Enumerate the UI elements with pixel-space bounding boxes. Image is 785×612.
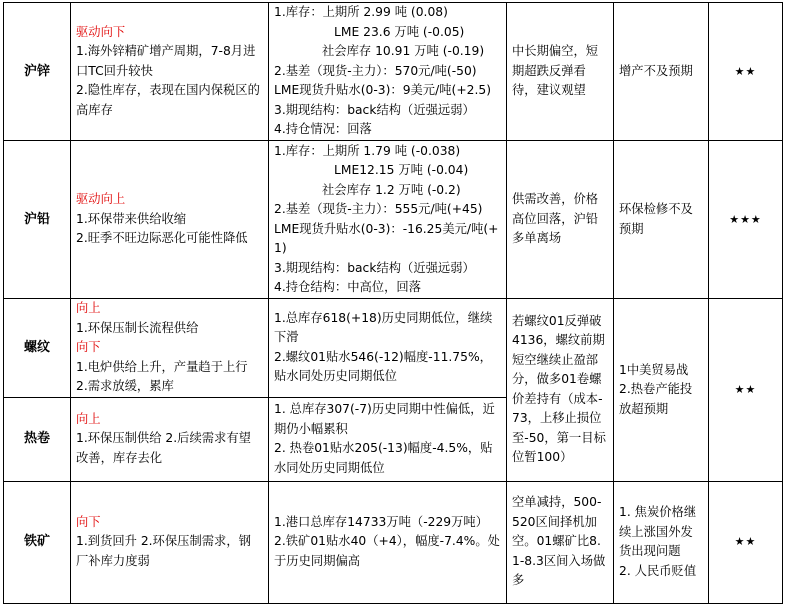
- commodity-name: 沪锌: [4, 3, 71, 141]
- driver-line: 1.到货回升 2.环保压制需求，钢厂补库力度弱: [76, 534, 251, 568]
- risk-cell: 增产不及预期: [614, 3, 709, 141]
- table-row-lead: [4, 141, 783, 299]
- commodity-name: 热卷: [4, 397, 71, 481]
- risk-cell: 1中美贸易战 2.热卷产能投放超预期: [614, 299, 709, 482]
- commodity-name: 沪铅: [4, 141, 71, 299]
- data-line: 2.基差（现货-主力）：555元/吨(+45): [274, 202, 483, 216]
- driver-line: 1.环保带来供给收缩: [76, 211, 187, 226]
- driver-line: 2.需求放缓，累库: [76, 379, 174, 393]
- data-cell: [269, 481, 507, 603]
- rating-stars: ★★: [709, 299, 783, 482]
- data-cell: [269, 299, 507, 398]
- view-cell: 若螺纹01反弹破4136，螺纹前期短空继续止盈部分，做多01卷螺价差持有（成本-73，上移止损位至-50，第一目标位暂100）: [507, 299, 614, 482]
- data-line: 1.港口总库存14733万吨（-229万吨）: [274, 514, 489, 529]
- driver-line: 1.海外锌精矿增产周期，7-8月进口TC回升较快: [76, 44, 256, 78]
- driver-direction: 向上: [76, 301, 101, 315]
- driver-line: 2.旺季不旺边际恶化可能性降低: [76, 231, 248, 246]
- driver-line: 1.环保压制长流程供给: [76, 320, 199, 335]
- table-row-rebar: [4, 299, 783, 398]
- data-line: 社会库存 1.2 万吨 (-0.2): [322, 182, 461, 197]
- data-line: 1. 总库存307(-7)历史同期中性偏低，近期仍小幅累积: [274, 402, 495, 436]
- risk-cell: 1. 焦炭价格继续上涨国外发货出现问题 2. 人民币贬值: [614, 481, 709, 603]
- commodity-name: 螺纹: [4, 299, 71, 398]
- data-cell: [269, 397, 507, 481]
- data-cell: [269, 141, 507, 299]
- driver-line: 2.隐性库存，表现在国内保税区的高库存: [76, 83, 260, 117]
- data-line: LME现货升贴水(0-3)：-16.25美元/吨(+1): [274, 221, 499, 255]
- data-line: 1.库存：上期所 1.79 吨 (-0.038): [274, 143, 461, 158]
- data-line: 2.基差（现货-主力）：570元/吨(-50): [274, 63, 477, 78]
- driver-direction: 向上: [76, 411, 101, 426]
- rating-stars: ★★: [709, 481, 783, 603]
- driver-direction: 驱动向上: [76, 192, 126, 207]
- driver-cell: [71, 141, 269, 299]
- data-line: 3.期现结构：back结构（近强远弱）: [274, 102, 475, 117]
- data-line: 4.持仓情况：回落: [274, 122, 372, 137]
- driver-direction: 驱动向下: [76, 24, 126, 39]
- table-row-zinc: [4, 3, 783, 141]
- data-line: 4.持仓结构：中高位，回落: [274, 280, 421, 294]
- table-row-iron-ore: [4, 481, 783, 603]
- data-line: 2.铁矿01贴水40（+4），幅度-7.4%。处于历史同期偏高: [274, 534, 500, 568]
- rating-stars: ★★★: [709, 141, 783, 299]
- driver-cell: [71, 397, 269, 481]
- risk-cell: 环保检修不及预期: [614, 141, 709, 299]
- view-cell: 供需改善，价格高位回落，沪铅多单离场: [507, 141, 614, 299]
- driver-line: 1.环保压制供给 2.后续需求有望改善，库存去化: [76, 431, 251, 465]
- driver-cell: [71, 3, 269, 141]
- futures-strategy-table: [3, 2, 783, 604]
- data-line: 社会库存 10.91 万吨 (-0.19): [322, 44, 485, 59]
- view-cell: 中长期偏空，短期超跌反弹看待，建议观望: [507, 3, 614, 141]
- data-line: 3.期现结构：back结构（近强远弱）: [274, 260, 475, 275]
- data-line: 2. 热卷01贴水205(-13)幅度-4.5%，贴水同处历史同期低位: [274, 441, 493, 475]
- driver-line: 1.电炉供给上升，产量趋于上行: [76, 359, 248, 374]
- view-cell: 空单减持，500-520区间择机加空。01螺矿比8.1-8.3区间入场做多: [507, 481, 614, 603]
- data-line: LME12.15 万吨 (-0.04): [334, 163, 469, 177]
- commodity-name: 铁矿: [4, 481, 71, 603]
- driver-cell: [71, 481, 269, 603]
- driver-direction: 向下: [76, 514, 101, 529]
- data-line: LME 23.6 万吨 (-0.05): [334, 24, 465, 39]
- driver-direction: 向下: [76, 340, 101, 354]
- data-cell: [269, 3, 507, 141]
- data-line: 1.库存：上期所 2.99 吨 (0.08): [274, 5, 448, 20]
- rating-stars: ★★: [709, 3, 783, 141]
- driver-cell: [71, 299, 269, 398]
- data-line: LME现货升贴水(0-3)：9美元/吨(+2.5): [274, 83, 492, 98]
- data-line: 2.螺纹01贴水546(-12)幅度-11.75%，贴水同处历史同期低位: [274, 349, 492, 384]
- data-line: 1.总库存618(+18)历史同期低位，继续下滑: [274, 310, 493, 345]
